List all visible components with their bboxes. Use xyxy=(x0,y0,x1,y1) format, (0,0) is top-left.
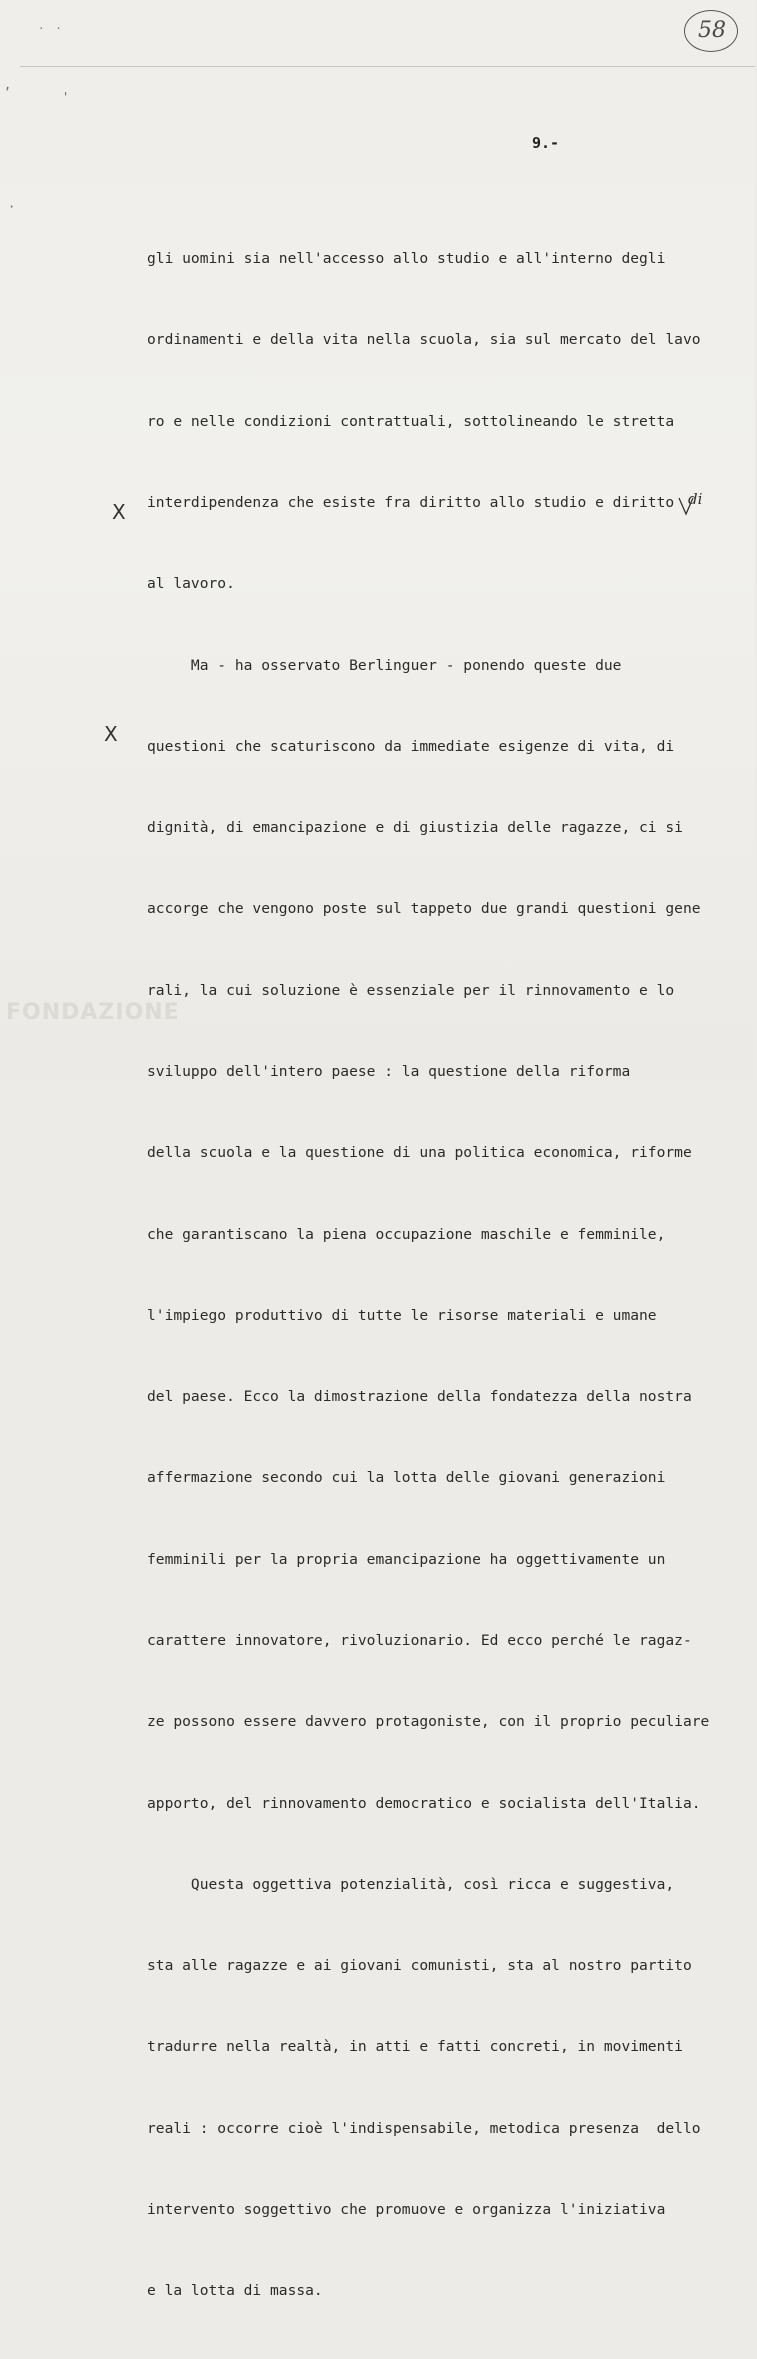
text-line: apporto, del rinnovamento democratico e socialista dell'Italia. xyxy=(147,1794,701,1812)
text-line: Ma - ha osservato Berlinguer - ponendo queste due xyxy=(147,656,622,674)
text-line: del paese. Ecco la dimostrazione della fondatezza della nostra xyxy=(147,1388,692,1406)
text-line: reali : occorre cioè l'indispensabile, metodica presenza dello xyxy=(147,2119,701,2137)
scan-marks: · · xyxy=(38,22,64,35)
text-line: ze possono essere davvero protagoniste, con il proprio peculiare xyxy=(147,1713,710,1731)
text-line: l'impiego produttivo di tutte le risorse materiali e umane xyxy=(147,1306,657,1324)
text-line: femminili per la propria emancipazione ha oggettivamente un xyxy=(147,1550,666,1568)
scan-edge-line xyxy=(20,66,755,67)
text-line: questioni che scaturiscono da immediate esigenze di vita, di xyxy=(147,737,675,755)
insertion-caret-icon xyxy=(678,496,694,516)
margin-speck: · xyxy=(8,200,16,214)
text-line: sviluppo dell'intero paese : la questione della riforma xyxy=(147,1063,631,1080)
text-line: che garantiscano la piena occupazione maschile e femminile, xyxy=(147,1225,666,1243)
typed-body-text xyxy=(147,191,757,2359)
text-line: carattere innovatore, rivoluzionario. Ed ecco perché le ragaz- xyxy=(147,1631,692,1649)
margin-x-mark: X xyxy=(104,722,118,746)
text-line: ordinamenti e della vita nella scuola, sia sul mercato del lavo xyxy=(147,331,701,349)
text-line: sta alle ragazze e ai giovani comunisti, sta al nostro partito xyxy=(147,1957,692,1975)
text-line: intervento soggettivo che promuove e organizza l'iniziativa xyxy=(147,2200,666,2218)
text-line: della scuola e la questione di una politica economica, riforme xyxy=(147,1144,692,1162)
text-line: tradurre nella realtà, in atti e fatti concreti, in movimenti xyxy=(147,2038,683,2056)
text-line: Questa oggettiva potenzialità, così ricca e suggestiva, xyxy=(147,1875,675,1893)
margin-x-mark: X xyxy=(112,500,126,524)
text-line: gli uomini sia nell'accesso allo studio e all'interno degli xyxy=(147,250,666,268)
text-line: dignità, di emancipazione e di giustizia delle ragazze, ci si xyxy=(147,819,683,837)
text-line: ro e nelle condizioni contrattuali, sottolineando le stretta xyxy=(147,412,675,430)
text-line: affermazione secondo cui la lotta delle giovani generazioni xyxy=(147,1469,666,1487)
margin-speck: , xyxy=(4,78,12,92)
archive-watermark: FONDAZIONE xyxy=(6,1000,180,1025)
text-line: al lavoro. xyxy=(147,575,235,593)
text-line: e la lotta di massa. xyxy=(147,2282,323,2300)
text-line: accorge che vengono poste sul tappeto due grandi questioni gene xyxy=(147,900,701,918)
folio-number: 58 xyxy=(698,18,726,43)
text-line: rali, la cui soluzione è essenziale per il rinnovamento e lo xyxy=(147,981,675,999)
page-number: 9.- xyxy=(532,134,560,152)
handwritten-insertion: di xyxy=(688,490,703,508)
margin-speck: ' xyxy=(62,90,70,104)
text-line: interdipendenza che esiste fra diritto allo studio e diritto xyxy=(147,494,675,512)
